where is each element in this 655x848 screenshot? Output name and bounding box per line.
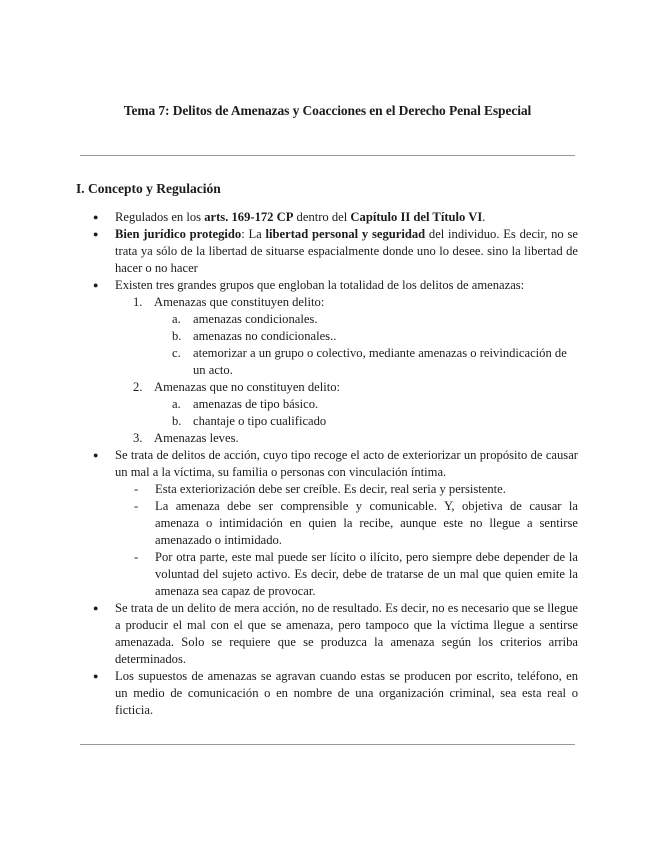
- bullet-list: [80, 209, 578, 719]
- lettered-list: [154, 311, 578, 379]
- bold-text-liberty: libertad personal y seguridad: [265, 227, 426, 241]
- bullet-item-groups: [80, 277, 578, 447]
- document-body: [80, 209, 578, 719]
- bullet-item-regulation: [80, 209, 578, 226]
- list-marker: a.: [172, 312, 181, 326]
- document-title: Tema 7: Delitos de Amenazas y Coacciones en el Derecho Penal Especial: [123, 103, 532, 118]
- bullet-item-mere-action: ● Se trata de un delito de mera acción, no de resultado. Es decir, no es necesario que se llegue a producir el mal con el que se amenaza, pero tampoco que la víctima llegue a sentirse amenazada. Solo se requiere que se produzca la amenaza según los criterios arriba determinados.: [80, 600, 578, 668]
- lettered-item-text: amenazas de tipo básico.: [193, 397, 319, 411]
- lettered-item: [154, 328, 578, 345]
- list-marker: 1.: [133, 295, 143, 309]
- text-run: .: [482, 210, 486, 224]
- list-marker: b.: [172, 329, 182, 343]
- text-run: del individuo. Es decir, no se trata ya sólo de la libertad de situarse espacialmente donde uno lo desee. sino la libertad de hacer o no hacer: [115, 227, 578, 275]
- text-run: : La: [241, 227, 266, 241]
- bold-text-articles: arts. 169-172 CP: [204, 210, 294, 224]
- bold-text-protected-good: Bien jurídico protegido: [115, 227, 242, 241]
- dash-item: - Esta exteriorización debe ser creíble. Es decir, real seria y persistente.: [115, 481, 578, 498]
- lettered-item: [154, 396, 578, 413]
- section-heading: I. Concepto y Regulación: [76, 181, 221, 196]
- lettered-item: [154, 413, 578, 430]
- list-marker: 2.: [133, 380, 143, 394]
- bold-text-chapter: Capítulo II del Título VI: [350, 210, 483, 224]
- numbered-item-1: [115, 294, 578, 379]
- numbered-item-2: [115, 379, 578, 430]
- text-run: Regulados en los: [115, 210, 205, 224]
- horizontal-rule-bottom: [80, 744, 575, 745]
- lettered-item-text: amenazas no condicionales..: [193, 329, 337, 343]
- lettered-item-text: atemorizar a un grupo o colectivo, mediante amenazas o reivindicación de un acto.: [193, 346, 567, 377]
- dash-item: - La amenaza debe ser comprensible y comunicable. Y, objetiva de causar la amenaza o intimidación en quien la recibe, aunque este no llegue a sentirse amenazado o intimidado.: [115, 498, 578, 549]
- list-marker: 3.: [133, 431, 143, 445]
- lettered-item: [154, 345, 578, 379]
- dash-list: [115, 481, 578, 600]
- bullet-item-aggravation: ● Los supuestos de amenazas se agravan cuando estas se producen por escrito, teléfono, en un medio de comunicación o en nombre de una organización criminal, sea esta real o ficticia.: [80, 668, 578, 719]
- bullet-item-action-offense: [80, 447, 578, 600]
- list-marker: a.: [172, 397, 181, 411]
- horizontal-rule-top: [80, 155, 575, 156]
- bullet-text: Existen tres grandes grupos que engloban la totalidad de los delitos de amenazas:: [115, 278, 525, 292]
- text-run: dentro del: [293, 210, 351, 224]
- numbered-item-text: Amenazas que no constituyen delito:: [154, 380, 341, 394]
- list-marker: b.: [172, 414, 182, 428]
- dash-item: - Por otra parte, este mal puede ser lícito o ilícito, pero siempre debe depender de la voluntad del sujeto activo. Es decir, debe de tratarse de un mal que quien emite la amenaza sea capaz de provocar.: [115, 549, 578, 600]
- numbered-item-text: Amenazas leves.: [154, 431, 239, 445]
- list-marker: c.: [172, 346, 181, 360]
- lettered-item: [154, 311, 578, 328]
- lettered-list: [154, 396, 578, 430]
- numbered-item-3: [115, 430, 578, 447]
- lettered-item-text: chantaje o tipo cualificado: [193, 414, 327, 428]
- lettered-item-text: amenazas condicionales.: [193, 312, 318, 326]
- numbered-list: [115, 294, 578, 447]
- bullet-text: Se trata de delitos de acción, cuyo tipo recoge el acto de exteriorizar un propósito de causar un mal a la víctima, su familia o personas con vinculación íntima.: [115, 448, 578, 479]
- bullet-item-protected-good: [80, 226, 578, 277]
- numbered-item-text: Amenazas que constituyen delito:: [154, 295, 325, 309]
